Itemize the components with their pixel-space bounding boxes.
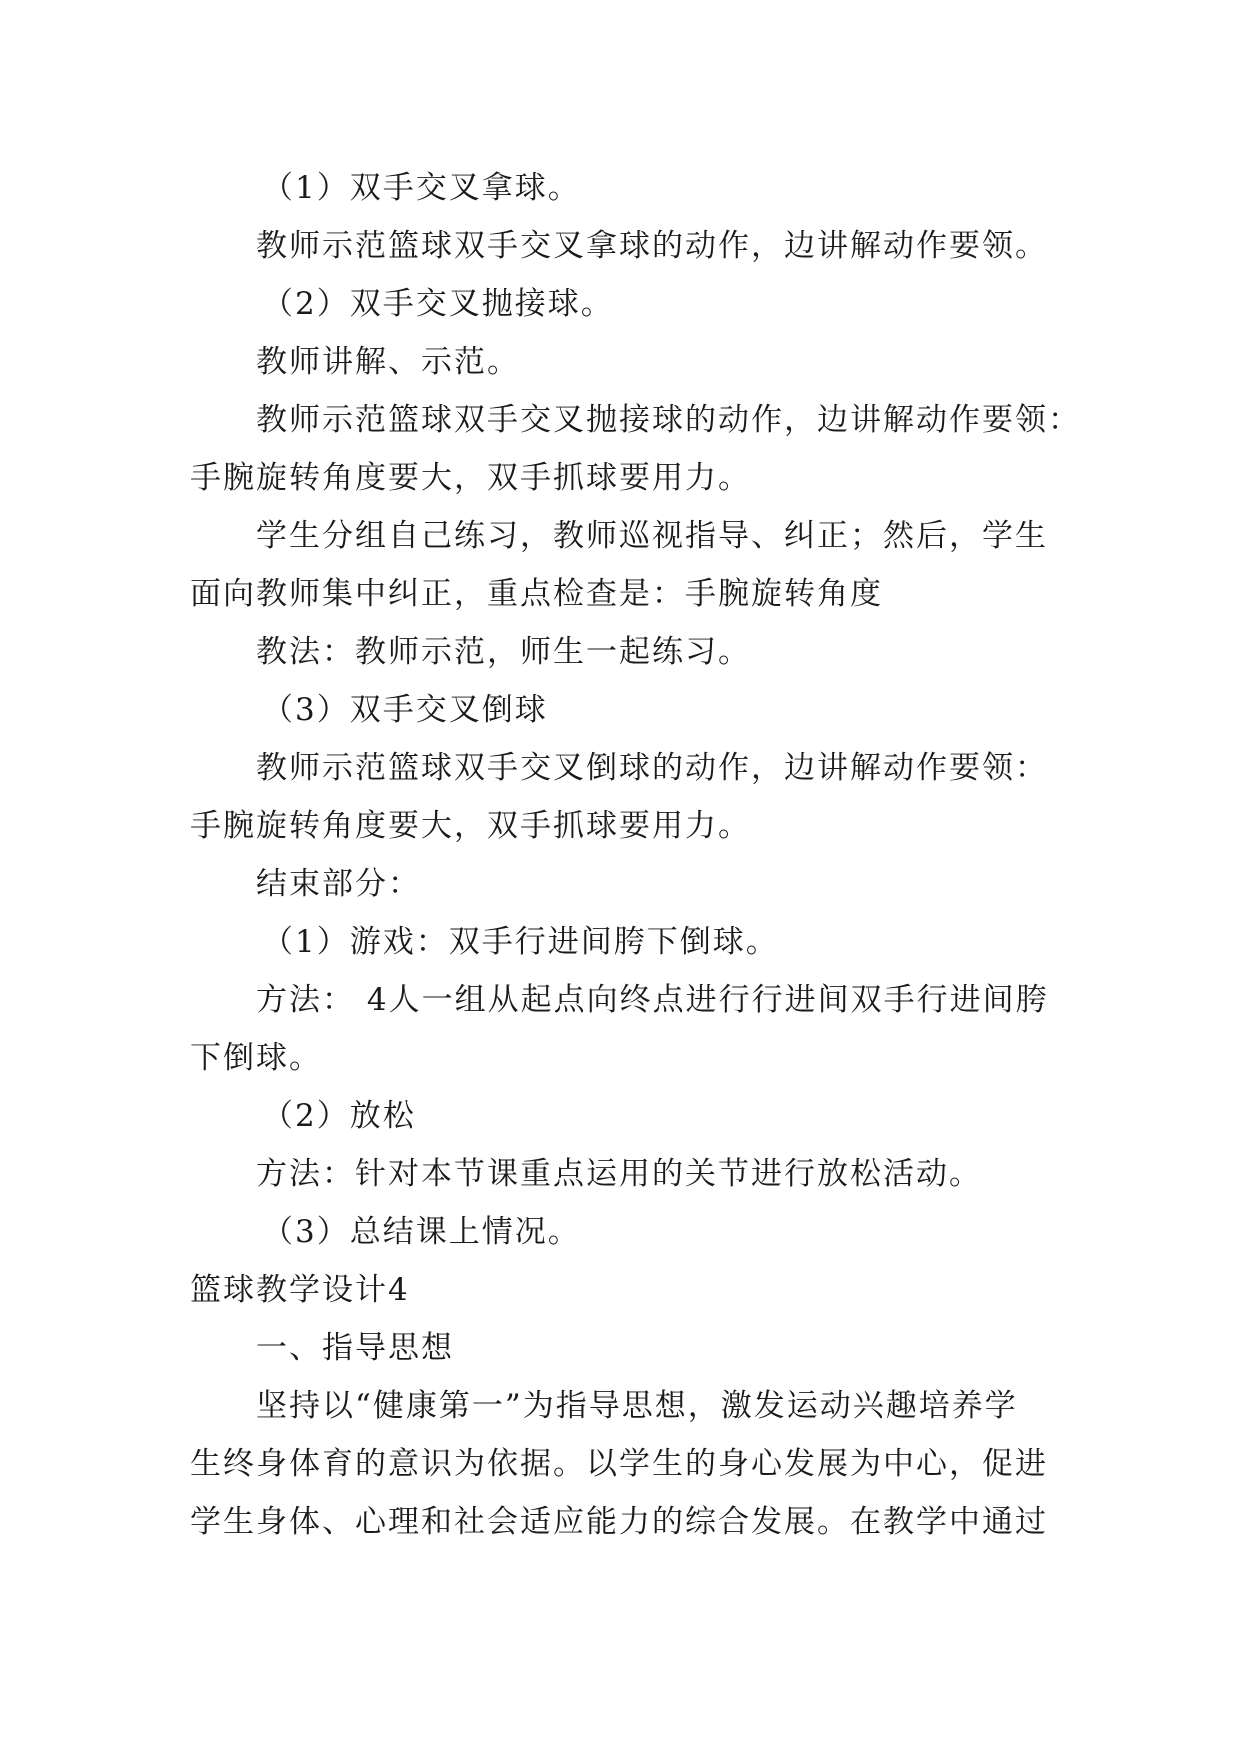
text-line: 学生分组自己练习，教师巡视指导、纠正；然后，学生 — [256, 518, 1048, 554]
text-line: （1）游戏：双手行进间胯下倒球。 — [262, 924, 779, 960]
text-line: 教师示范篮球双手交叉抛接球的动作，边讲解动作要领： — [256, 402, 1081, 438]
text-line: 手腕旋转角度要大，双手抓球要用力。 — [190, 460, 751, 496]
text-line: 生终身体育的意识为依据。以学生的身心发展为中心，促进 — [190, 1446, 1048, 1482]
text-line: 教法：教师示范，师生一起练习。 — [256, 634, 751, 670]
text-line: 方法： 4人一组从起点向终点进行行进间双手行进间胯 — [256, 982, 1049, 1018]
text-line: 方法：针对本节课重点运用的关节进行放松活动。 — [256, 1156, 982, 1192]
text-line: 面向教师集中纠正，重点检查是：手腕旋转角度 — [190, 576, 883, 612]
text-line: 结束部分： — [256, 866, 421, 902]
text-line: 教师讲解、示范。 — [256, 344, 520, 380]
text-line: （2）放松 — [262, 1098, 416, 1134]
text-line: （3）双手交叉倒球 — [262, 692, 548, 728]
text-line: （2）双手交叉抛接球。 — [262, 286, 614, 322]
subsection-heading: 一、指导思想 — [256, 1330, 454, 1366]
section-heading: 篮球教学设计4 — [190, 1272, 410, 1308]
text-line: 学生身体、心理和社会适应能力的综合发展。在教学中通过 — [190, 1504, 1048, 1540]
text-line: 坚持以“健康第一”为指导思想，激发运动兴趣培养学 — [256, 1388, 1018, 1424]
text-line: 手腕旋转角度要大，双手抓球要用力。 — [190, 808, 751, 844]
text-line: 下倒球。 — [190, 1040, 322, 1076]
text-line: （1）双手交叉拿球。 — [262, 170, 581, 206]
text-line: 教师示范篮球双手交叉倒球的动作，边讲解动作要领： — [256, 750, 1048, 786]
text-line: （3）总结课上情况。 — [262, 1214, 581, 1250]
text-line: 教师示范篮球双手交叉拿球的动作，边讲解动作要领。 — [256, 228, 1048, 264]
